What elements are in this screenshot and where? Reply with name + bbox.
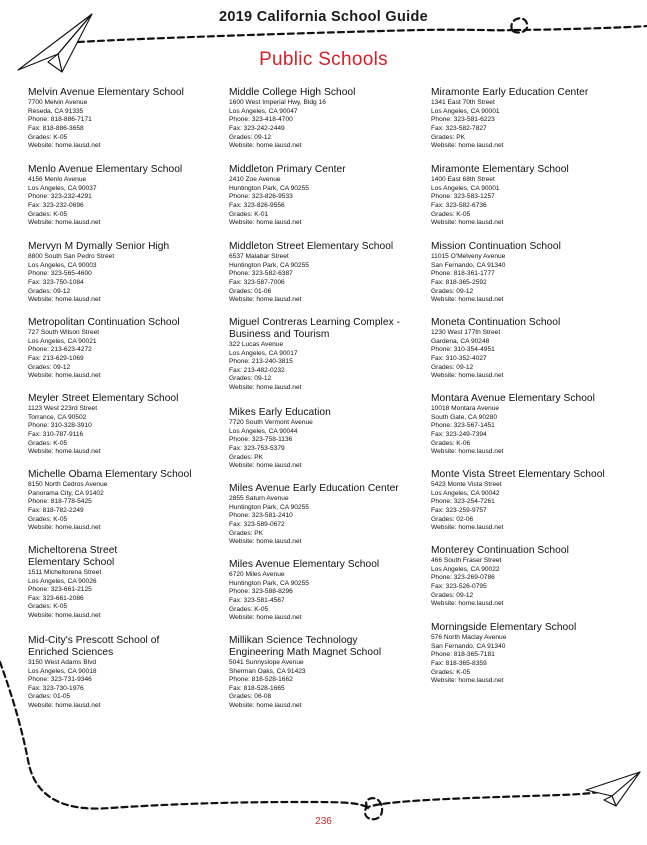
school-website[interactable]: Website: home.lausd.net xyxy=(431,296,504,304)
school-website[interactable]: Website: home.lausd.net xyxy=(431,142,504,150)
school-entry xyxy=(229,317,423,393)
guide-title: 2019 California School Guide xyxy=(218,9,429,25)
school-phone: Phone: 818-886-7171 xyxy=(28,116,92,124)
school-phone: Phone: 323-567-1451 xyxy=(431,422,495,430)
school-entry xyxy=(431,87,625,151)
school-fax: Fax: 323-730-1976 xyxy=(28,684,84,692)
school-name: Miguel Contreras Learning Complex - Business and Tourism xyxy=(229,317,401,340)
school-entry xyxy=(431,393,625,457)
school-name: Moneta Continuation School xyxy=(431,317,561,328)
school-website[interactable]: Website: home.lausd.net xyxy=(431,448,504,456)
school-fax: Fax: 213-482-0232 xyxy=(229,366,285,374)
school-address: 1511 Micheltorena Street xyxy=(28,569,102,577)
school-entry xyxy=(229,483,423,547)
school-website[interactable]: Website: home.lausd.net xyxy=(229,614,302,622)
school-grades: Grades: 09-12 xyxy=(431,287,474,295)
school-phone: Phone: 323-582-6387 xyxy=(229,270,293,278)
school-name: Miles Avenue Early Education Center xyxy=(229,483,399,494)
school-fax: Fax: 323-661-2086 xyxy=(28,594,84,602)
school-website[interactable]: Website: home.lausd.net xyxy=(229,384,302,392)
school-entry xyxy=(28,87,222,151)
school-fax: Fax: 323-581-4567 xyxy=(229,597,285,605)
school-phone: Phone: 323-758-1136 xyxy=(229,436,293,444)
school-name: Morningside Elementary School xyxy=(431,622,577,633)
school-grades: Grades: K-05 xyxy=(431,210,471,218)
school-website[interactable]: Website: home.lausd.net xyxy=(28,702,101,710)
school-website[interactable]: Website: home.lausd.net xyxy=(431,677,504,685)
school-fax: Fax: 323-242-2449 xyxy=(229,125,285,133)
school-name: Middleton Street Elementary School xyxy=(229,241,394,252)
school-entry xyxy=(229,241,423,305)
school-city: Los Angeles, CA 90003 xyxy=(28,261,97,269)
school-website[interactable]: Website: home.lausd.net xyxy=(431,372,504,380)
school-fax: Fax: 818-782-2249 xyxy=(28,507,84,515)
school-grades: Grades: 09-12 xyxy=(431,591,474,599)
school-entry xyxy=(229,635,423,711)
school-phone: Phone: 818-361-1777 xyxy=(431,270,495,278)
school-entry xyxy=(431,317,625,381)
school-city: Los Angeles, CA 90037 xyxy=(28,184,97,192)
school-name: Melvin Avenue Elementary School xyxy=(28,87,184,98)
school-name: Middleton Primary Center xyxy=(229,164,346,175)
school-phone: Phone: 323-565-4600 xyxy=(28,270,92,278)
school-city: Los Angeles, CA 90022 xyxy=(431,565,500,573)
school-phone: Phone: 323-583-1257 xyxy=(431,193,495,201)
school-grades: Grades: 06-08 xyxy=(229,693,272,701)
school-fax: Fax: 310-787-9116 xyxy=(28,431,84,439)
school-city: Los Angeles, CA 90001 xyxy=(431,184,500,192)
school-fax: Fax: 323-232-0696 xyxy=(28,202,84,210)
school-fax: Fax: 323-750-1084 xyxy=(28,279,84,287)
school-entry xyxy=(229,559,423,623)
school-website[interactable]: Website: home.lausd.net xyxy=(28,219,101,227)
school-city: Los Angeles, CA 90017 xyxy=(229,349,298,357)
school-city: Huntington Park, CA 90255 xyxy=(229,503,309,511)
school-grades: Grades: 09-12 xyxy=(229,375,272,383)
school-address: 7700 Melvin Avenue xyxy=(28,99,88,107)
school-city: Huntington Park, CA 90255 xyxy=(229,184,309,192)
school-fax: Fax: 818-528-1665 xyxy=(229,684,285,692)
school-address: 1230 West 177th Street xyxy=(431,329,501,337)
school-phone: Phone: 818-365-7181 xyxy=(431,651,495,659)
school-website[interactable]: Website: home.lausd.net xyxy=(229,538,302,546)
school-city: Los Angeles, CA 90047 xyxy=(229,107,298,115)
school-city: Sherman Oaks, CA 91423 xyxy=(229,667,306,675)
school-address: 4156 Menlo Avenue xyxy=(28,176,87,184)
school-address: 8150 North Cedros Avenue xyxy=(28,481,108,489)
school-website[interactable]: Website: home.lausd.net xyxy=(229,702,302,710)
school-city: Huntington Park, CA 90255 xyxy=(229,261,309,269)
school-fax: Fax: 323-753-5379 xyxy=(229,445,285,453)
school-address: 7720 South Vermont Avenue xyxy=(229,419,313,427)
school-address: 466 South Fraser Street xyxy=(431,557,502,565)
school-grades: Grades: 01-06 xyxy=(229,287,272,295)
school-grades: Grades: 02-06 xyxy=(431,515,474,523)
school-grades: Grades: K-05 xyxy=(28,515,68,523)
school-city: Panorama City, CA 91402 xyxy=(28,489,104,497)
school-fax: Fax: 818-886-3658 xyxy=(28,125,84,133)
school-phone: Phone: 323-269-0786 xyxy=(431,574,495,582)
school-grades: Grades: K-05 xyxy=(28,439,68,447)
school-name: Meyler Street Elementary School xyxy=(28,393,179,404)
school-fax: Fax: 323-582-7827 xyxy=(431,125,487,133)
school-address: 322 Lucas Avenue xyxy=(229,341,284,349)
page-number: 236 xyxy=(315,816,332,827)
school-address: 5041 Sunnyslope Avenue xyxy=(229,659,304,667)
school-city: Los Angeles, CA 90044 xyxy=(229,427,298,435)
school-city: Los Angeles, CA 90042 xyxy=(431,489,500,497)
school-grades: Grades: PK xyxy=(229,529,264,537)
school-grades: Grades: K-05 xyxy=(28,210,68,218)
school-phone: Phone: 323-731-9346 xyxy=(28,676,92,684)
school-fax: Fax: 323-582-6736 xyxy=(431,202,487,210)
school-phone: Phone: 323-581-2410 xyxy=(229,512,293,520)
school-grades: Grades: K-05 xyxy=(28,603,68,611)
school-phone: Phone: 323-588-8296 xyxy=(229,588,293,596)
school-website[interactable]: Website: home.lausd.net xyxy=(28,612,101,620)
school-phone: Phone: 323-254-7261 xyxy=(431,498,495,506)
school-website[interactable]: Website: home.lausd.net xyxy=(229,142,302,150)
school-address: 1600 West Imperial Hwy, Bldg 16 xyxy=(229,99,326,107)
section-title: Public Schools xyxy=(259,49,388,70)
school-address: 1341 East 70th Street xyxy=(431,99,495,107)
school-entry xyxy=(431,164,625,228)
school-name: Metropolitan Continuation School xyxy=(28,317,180,328)
school-website[interactable]: Website: home.lausd.net xyxy=(28,296,101,304)
school-name: Mission Continuation School xyxy=(431,241,561,252)
school-name: Miles Avenue Elementary School xyxy=(229,559,380,570)
school-grades: Grades: K-06 xyxy=(431,439,471,447)
school-address: 5423 Monte Vista Street xyxy=(431,481,502,489)
school-entry xyxy=(229,407,423,471)
school-phone: Phone: 818-528-1662 xyxy=(229,676,293,684)
school-address: 6720 Miles Avenue xyxy=(229,571,285,579)
school-entry xyxy=(28,545,222,621)
school-city: Los Angeles, CA 90021 xyxy=(28,337,97,345)
school-name: Mervyn M Dymally Senior High xyxy=(28,241,170,252)
school-website[interactable]: Website: home.lausd.net xyxy=(431,524,504,532)
school-name: Miramonte Elementary School xyxy=(431,164,569,175)
school-website[interactable]: Website: home.lausd.net xyxy=(431,219,504,227)
school-entry xyxy=(431,545,625,609)
school-fax: Fax: 323-526-0795 xyxy=(431,583,487,591)
school-city: Torrance, CA 90502 xyxy=(28,413,87,421)
school-fax: Fax: 323-587-7006 xyxy=(229,279,285,287)
school-entry xyxy=(28,164,222,228)
school-city: Huntington Park, CA 90255 xyxy=(229,579,309,587)
school-name: Middle College High School xyxy=(229,87,356,98)
school-phone: Phone: 310-354-4951 xyxy=(431,346,495,354)
school-website[interactable]: Website: home.lausd.net xyxy=(28,142,101,150)
school-fax: Fax: 323-259-9757 xyxy=(431,507,487,515)
school-grades: Grades: 09-12 xyxy=(28,287,71,295)
school-grades: Grades: 01-05 xyxy=(28,693,71,701)
school-grades: Grades: 09-12 xyxy=(431,363,474,371)
school-phone: Phone: 213-623-4272 xyxy=(28,346,92,354)
school-fax: Fax: 323-589-0672 xyxy=(229,521,285,529)
school-city: Los Angeles, CA 90018 xyxy=(28,667,97,675)
school-fax: Fax: 818-365-2592 xyxy=(431,279,487,287)
school-address: 6537 Malabar Street xyxy=(229,253,289,261)
school-phone: Phone: 213-240-3815 xyxy=(229,358,293,366)
school-fax: Fax: 323-826-9556 xyxy=(229,202,285,210)
school-address: 2410 Zoe Avenue xyxy=(229,176,281,184)
school-address: 2855 Saturn Avenue xyxy=(229,495,289,503)
school-website[interactable]: Website: home.lausd.net xyxy=(229,219,302,227)
school-phone: Phone: 323-581-6223 xyxy=(431,116,495,124)
school-website[interactable]: Website: home.lausd.net xyxy=(28,448,101,456)
school-address: 1123 West 223rd Street xyxy=(28,405,98,413)
school-phone: Phone: 310-328-3910 xyxy=(28,422,92,430)
school-listings xyxy=(28,87,628,717)
school-name: Micheltorena Street Elementary School xyxy=(28,545,118,568)
school-entry xyxy=(28,241,222,305)
school-grades: Grades: K-01 xyxy=(229,210,269,218)
school-name: Michelle Obama Elementary School xyxy=(28,469,192,480)
school-phone: Phone: 323-661-2125 xyxy=(28,586,92,594)
school-address: 3150 West Adams Blvd xyxy=(28,659,97,667)
school-entry xyxy=(431,241,625,305)
school-name: Mikes Early Education xyxy=(229,407,331,418)
school-city: Los Angeles, CA 90026 xyxy=(28,577,97,585)
school-address: 11015 O'Melveny Avenue xyxy=(431,253,506,261)
school-name: Montara Avenue Elementary School xyxy=(431,393,595,404)
school-entry xyxy=(28,393,222,457)
school-entry xyxy=(431,622,625,686)
school-grades: Grades: K-05 xyxy=(229,605,269,613)
school-address: 10018 Montara Avenue xyxy=(431,405,500,413)
school-name: Monterey Continuation School xyxy=(431,545,569,556)
school-grades: Grades: 09-12 xyxy=(229,133,272,141)
school-fax: Fax: 310-352-4027 xyxy=(431,355,487,363)
school-grades: Grades: K-05 xyxy=(28,133,68,141)
school-name: Miramonte Early Education Center xyxy=(431,87,589,98)
school-website[interactable]: Website: home.lausd.net xyxy=(28,524,101,532)
school-entry xyxy=(28,469,222,533)
school-city: San Fernando, CA 91340 xyxy=(431,261,506,269)
school-name: Millikan Science Technology Engineering Math Magnet School xyxy=(229,635,382,658)
school-grades: Grades: PK xyxy=(431,133,466,141)
school-address: 8800 South San Pedro Street xyxy=(28,253,115,261)
school-entry xyxy=(229,87,423,151)
school-address: 727 South Wilson Street xyxy=(28,329,100,337)
school-grades: Grades: PK xyxy=(229,453,264,461)
school-phone: Phone: 323-418-4700 xyxy=(229,116,293,124)
school-address: 1400 East 68th Street xyxy=(431,176,495,184)
school-website[interactable]: Website: home.lausd.net xyxy=(431,600,504,608)
school-entry xyxy=(229,164,423,228)
school-website[interactable]: Website: home.lausd.net xyxy=(229,462,302,470)
school-city: San Fernando, CA 91340 xyxy=(431,642,506,650)
school-address: 576 North Maclay Avenue xyxy=(431,634,507,642)
school-city: Los Angeles, CA 90001 xyxy=(431,107,500,115)
school-name: Monte Vista Street Elementary School xyxy=(431,469,605,480)
school-website[interactable]: Website: home.lausd.net xyxy=(229,296,302,304)
school-entry xyxy=(28,317,222,381)
school-phone: Phone: 323-232-4291 xyxy=(28,193,92,201)
school-phone: Phone: 818-778-5425 xyxy=(28,498,92,506)
school-city: Reseda, CA 91335 xyxy=(28,107,84,115)
school-entry xyxy=(28,635,222,711)
school-website[interactable]: Website: home.lausd.net xyxy=(28,372,101,380)
school-entry xyxy=(431,469,625,533)
school-fax: Fax: 818-365-8359 xyxy=(431,660,487,668)
school-grades: Grades: K-05 xyxy=(431,668,471,676)
school-fax: Fax: 323-249-7394 xyxy=(431,431,487,439)
paper-plane-icon xyxy=(586,772,640,806)
school-name: Mid-City's Prescott School of Enriched Sciences xyxy=(28,635,160,658)
school-grades: Grades: 09-12 xyxy=(28,363,71,371)
school-city: South Gate, CA 90280 xyxy=(431,413,497,421)
school-city: Gardena, CA 90248 xyxy=(431,337,490,345)
school-phone: Phone: 323-826-9533 xyxy=(229,193,293,201)
school-name: Menlo Avenue Elementary School xyxy=(28,164,183,175)
school-fax: Fax: 213-629-1069 xyxy=(28,355,84,363)
